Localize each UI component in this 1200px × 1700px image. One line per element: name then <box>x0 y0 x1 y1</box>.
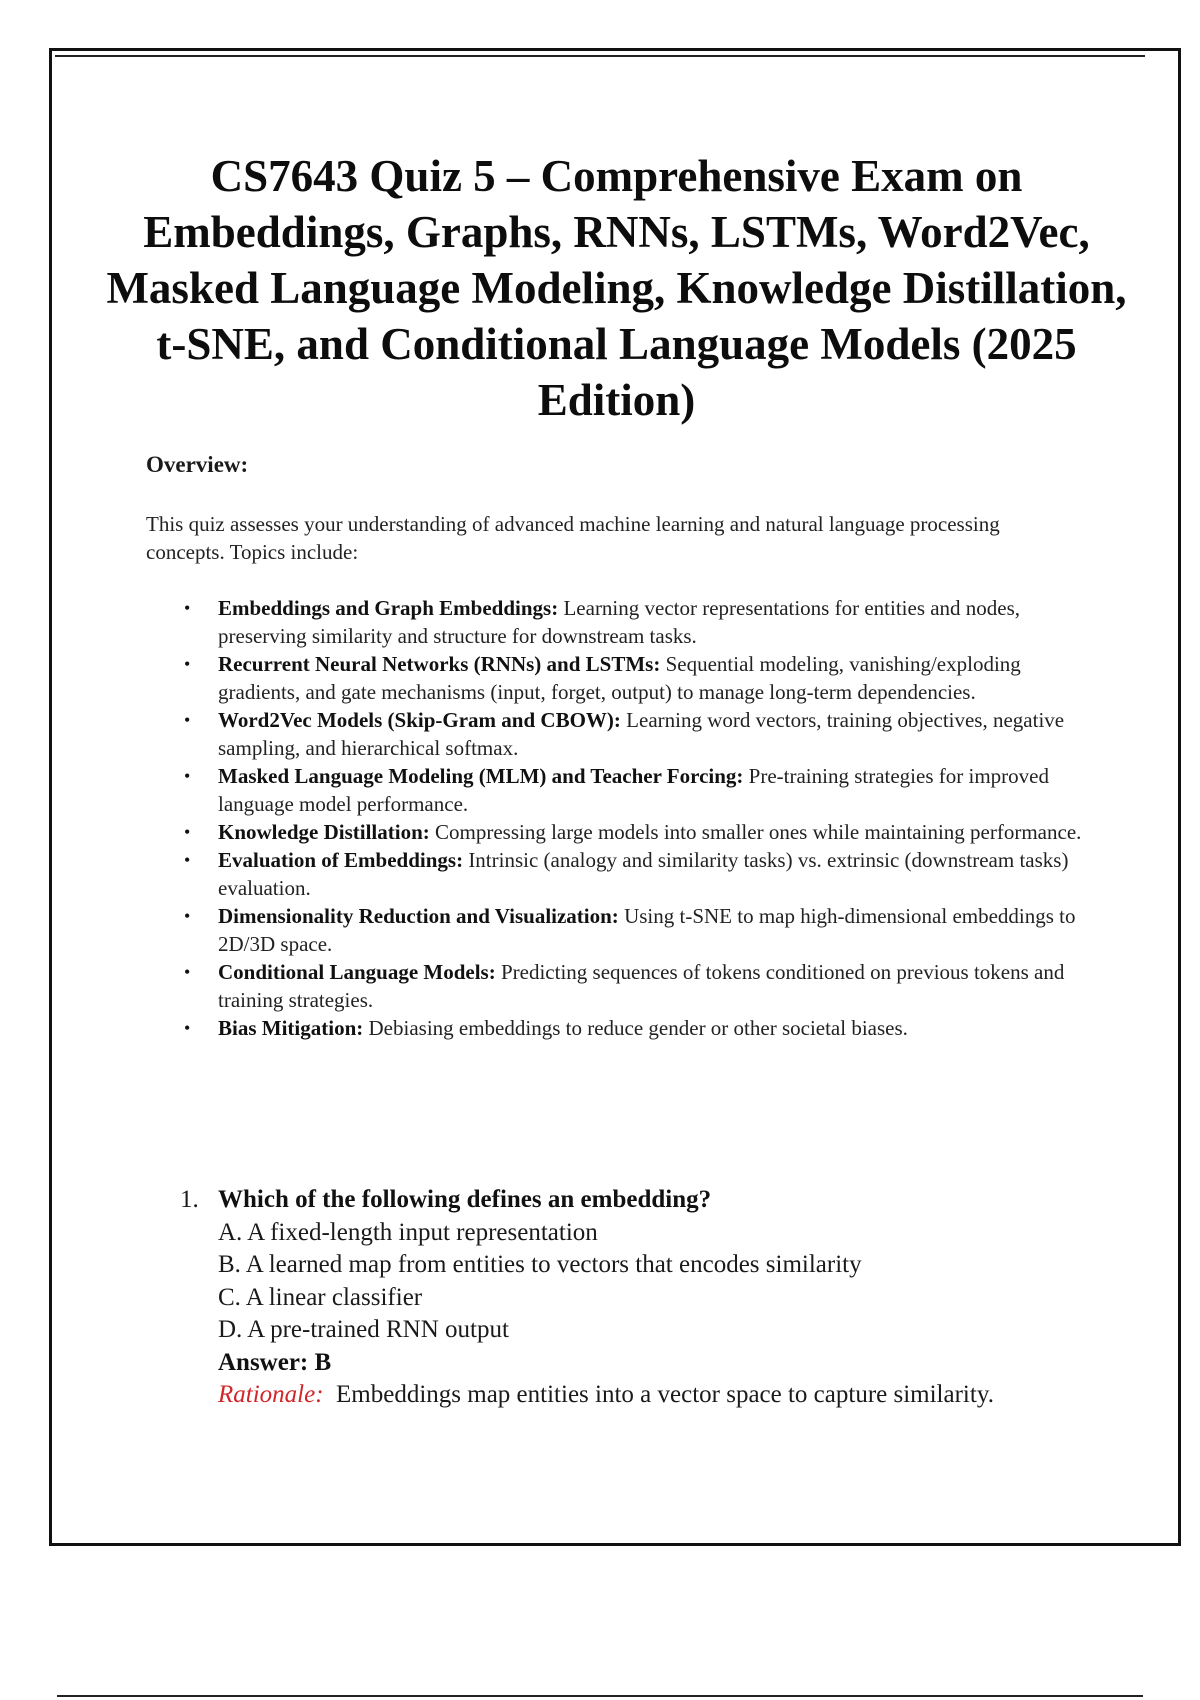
rationale <box>218 1379 1098 1412</box>
list-item <box>184 818 1098 846</box>
option-b: B. A learned map from entities to vectors that encodes similarity <box>218 1251 862 1278</box>
topic-description: Using t-SNE to map high-dimensional embeddings to 2D/3D space. <box>218 904 1076 956</box>
topic-term: Recurrent Neural Networks (RNNs) and LSTMs: <box>218 652 661 676</box>
list-item <box>184 594 1098 650</box>
topic-description: Debiasing embeddings to reduce gender or other societal biases. <box>363 1016 908 1040</box>
topic-description: Predicting sequences of tokens conditioned on previous tokens and training strategies. <box>218 960 1065 1012</box>
list-item <box>184 650 1098 706</box>
topic-term: Knowledge Distillation: <box>218 820 430 844</box>
list-item <box>184 1014 1098 1042</box>
question-body <box>218 1184 1098 1412</box>
topic-description: Learning vector representations for entities and nodes, preserving similarity and structure for downstream tasks. <box>218 596 1021 648</box>
bullet-icon: • <box>184 654 191 674</box>
bullet-icon: • <box>184 962 191 982</box>
rationale-label: Rationale: <box>218 1381 324 1408</box>
bullet-icon: • <box>184 850 191 870</box>
option-c: C. A linear classifier <box>218 1283 423 1311</box>
bullet-icon: • <box>184 1018 191 1038</box>
option-d: D. A pre-trained RNN output <box>218 1316 509 1343</box>
document-title: CS7643 Quiz 5 – Comprehensive Exam on Embeddings, Graphs, RNNs, LSTMs, Word2Vec, Masked Language Modeling, Knowledge Distillation, t-SNE, and Conditional Language Models (2025 Edition) <box>106 151 1127 425</box>
question-text: Which of the following defines an embedding? <box>218 1186 712 1213</box>
bullet-icon: • <box>184 710 191 730</box>
rationale-text: Embeddings map entities into a vector space to capture similarity. <box>323 1381 994 1408</box>
topic-list <box>184 594 1098 1042</box>
list-item <box>184 958 1098 1014</box>
option-a: A. A fixed-length input representation <box>218 1218 598 1246</box>
list-item <box>184 762 1098 818</box>
topic-term: Embeddings and Graph Embeddings: <box>218 596 559 620</box>
overview-heading: Overview: <box>146 452 249 477</box>
topic-description: Pre-training strategies for improved language model performance. <box>218 764 1049 816</box>
bullet-icon: • <box>184 766 191 786</box>
topic-term: Bias Mitigation: <box>218 1016 364 1040</box>
bullet-icon: • <box>184 906 191 926</box>
topic-term: Conditional Language Models: <box>218 960 496 984</box>
topic-term: Dimensionality Reduction and Visualization: <box>218 904 619 928</box>
top-rule <box>55 55 1145 57</box>
list-item <box>184 846 1098 902</box>
topic-term: Evaluation of Embeddings: <box>218 848 464 872</box>
topic-description: Sequential modeling, vanishing/exploding gradients, and gate mechanisms (input, forget, output) to manage long-term dependencies. <box>218 652 1021 704</box>
overview-text: This quiz assesses your understanding of advanced machine learning and natural language processing concepts. Topics include: <box>146 512 1000 564</box>
topic-description: Compressing large models into smaller ones while maintaining performance. <box>429 820 1082 844</box>
bottom-rule <box>57 1695 1143 1697</box>
answer: Answer: B <box>218 1348 332 1376</box>
question-number: 1. <box>180 1186 199 1213</box>
list-item <box>184 706 1098 762</box>
bullet-icon: • <box>184 822 191 842</box>
bullet-icon: • <box>184 598 191 618</box>
list-item <box>184 902 1098 958</box>
topic-term: Masked Language Modeling (MLM) and Teacher Forcing: <box>218 764 744 788</box>
topic-description: Intrinsic (analogy and similarity tasks) vs. extrinsic (downstream tasks) evaluation. <box>218 848 1069 900</box>
topic-term: Word2Vec Models (Skip-Gram and CBOW): <box>218 708 621 732</box>
topic-description: Learning word vectors, training objectives, negative sampling, and hierarchical softmax. <box>218 708 1065 760</box>
